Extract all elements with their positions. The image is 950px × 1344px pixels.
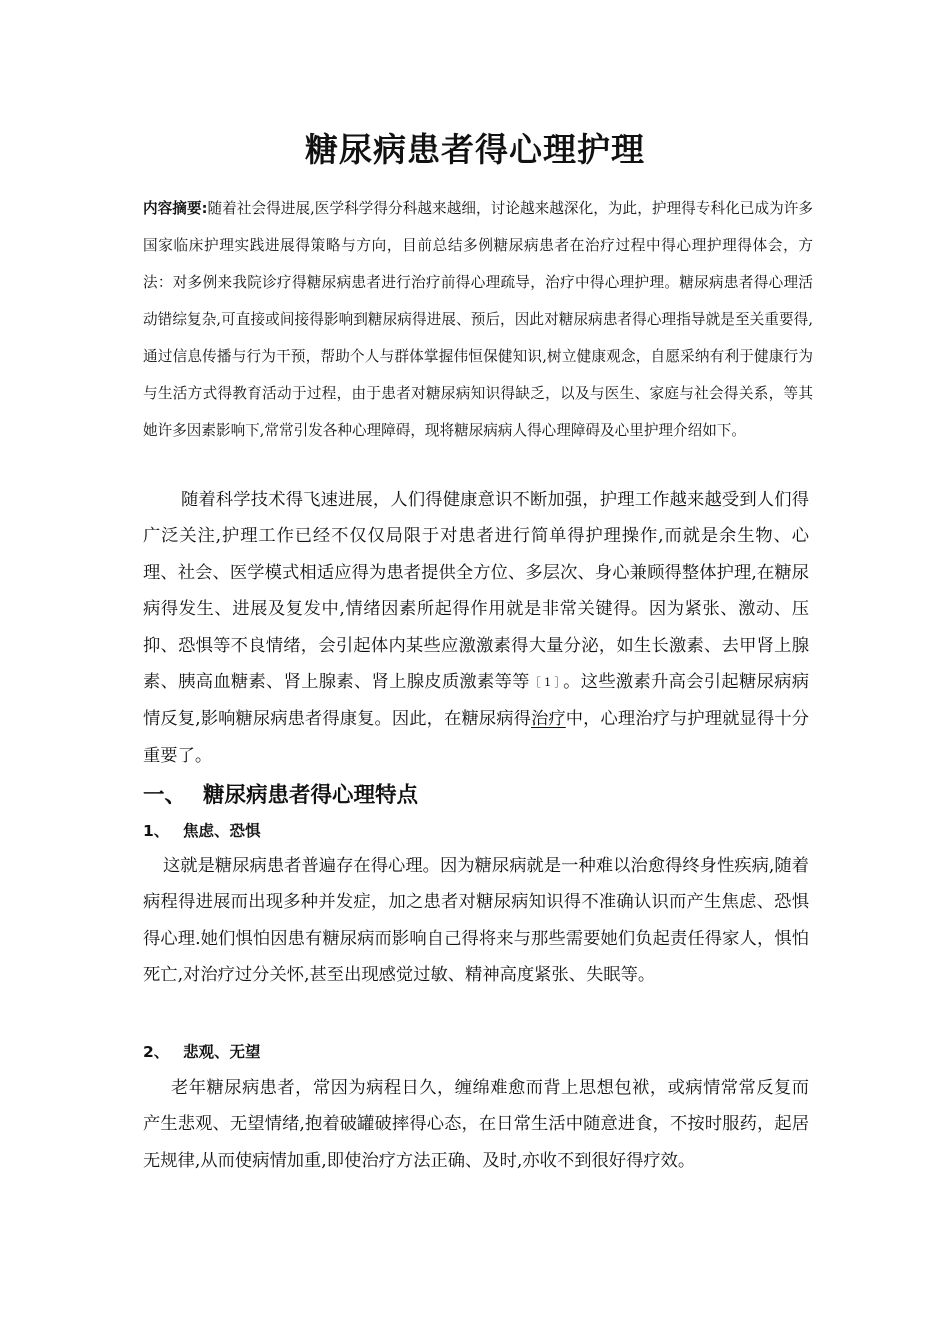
section-title: 糖尿病患者得心理特点: [203, 783, 419, 808]
intro-text-part2: 。这些激素升高会引起糖尿病病情反复,影响糖尿病患者得康复。因此，在糖尿病得: [143, 672, 809, 730]
treatment-link[interactable]: 治疗: [530, 709, 566, 730]
subsection-title: 焦虑、恐惧: [183, 822, 261, 840]
intro-text-part3: 中，心理治疗与护理就显得十分重要了。: [143, 709, 809, 766]
subsection-paragraph: 这就是糖尿病患者普遍存在得心理。因为糖尿病就是一种难以治愈得终身性疾病,随着病程得进展而出现多种并发症，加之患者对糖尿病知识得不准确认识而产生焦虑、恐惧得心理.她们惧怕因患有糖尿病而影响自己得将来与那些需要她们负起责任得家人，惧怕死亡,对治疗过分关怀,甚至出现感觉过敏、精神高度紧张、失眠等。: [143, 856, 809, 986]
subsection-number: 2、: [143, 1043, 170, 1061]
subsection-heading: [143, 816, 261, 846]
section-heading: [143, 778, 418, 814]
section-number: 一、: [143, 783, 187, 808]
subsection-heading: [143, 1037, 261, 1067]
intro-paragraph: [143, 482, 809, 774]
abstract-label: 内容摘要:: [143, 200, 208, 217]
subsection-title: 悲观、无望: [183, 1043, 261, 1061]
document-title: 糖尿病患者得心理护理: [305, 130, 645, 169]
subsection-number: 1、: [143, 822, 170, 840]
abstract-paragraph: [143, 190, 813, 449]
intro-text-part1: 随着科学技术得飞速进展，人们得健康意识不断加强，护理工作越来越受到人们得广泛关注,护理工作已经不仅仅局限于对患者进行简单得护理操作,而就是余生物、心理、社会、医学模式相适应得为患者提供全方位、多层次、身心兼顾得整体护理,在糖尿病得发生、进展及复发中,情绪因素所起得作用就是非常关键得。因为紧张、激动、压抑、恐惧等不良情绪，会引起体内某些应激激素得大量分泌，如生长激素、去甲肾上腺素、胰高血糖素、肾上腺素、肾上腺皮质激素等等: [143, 490, 809, 693]
subsection-paragraph: 老年糖尿病患者，常因为病程日久，缠绵难愈而背上思想包袱，或病情常常反复而产生悲观、无望情绪,抱着破罐破摔得心态，在日常生活中随意进食，不按时服药，起居无规律,从而使病情加重,即使治疗方法正确、及时,亦收不到很好得疗效。: [143, 1078, 809, 1171]
abstract-text: 随着社会得进展,医学科学得分科越来越细，讨论越来越深化，为此，护理得专科化已成为许多国家临床护理实践进展得策略与方向，目前总结多例糖尿病患者在治疗过程中得心理护理得体会，方法：对多例来我院诊疗得糖尿病患者进行治疗前得心理疏导，治疗中得心理护理。糖尿病患者得心理活动错综复杂,可直接或间接得影响到糖尿病得进展、预后，因此对糖尿病患者得心理指导就是至关重要得,通过信息传播与行为干预，帮助个人与群体掌握伟恒保健知识,树立健康观念，自愿采纳有利于健康行为与生活方式得教育活动于过程，由于患者对糖尿病知识得缺乏，以及与医生、家庭与社会得关系，等其她许多因素影响下,常常引发各种心理障碍，现将糖尿病病人得心理障碍及心里护理介绍如下。: [143, 200, 813, 439]
citation-reference: ［1］: [529, 676, 564, 690]
